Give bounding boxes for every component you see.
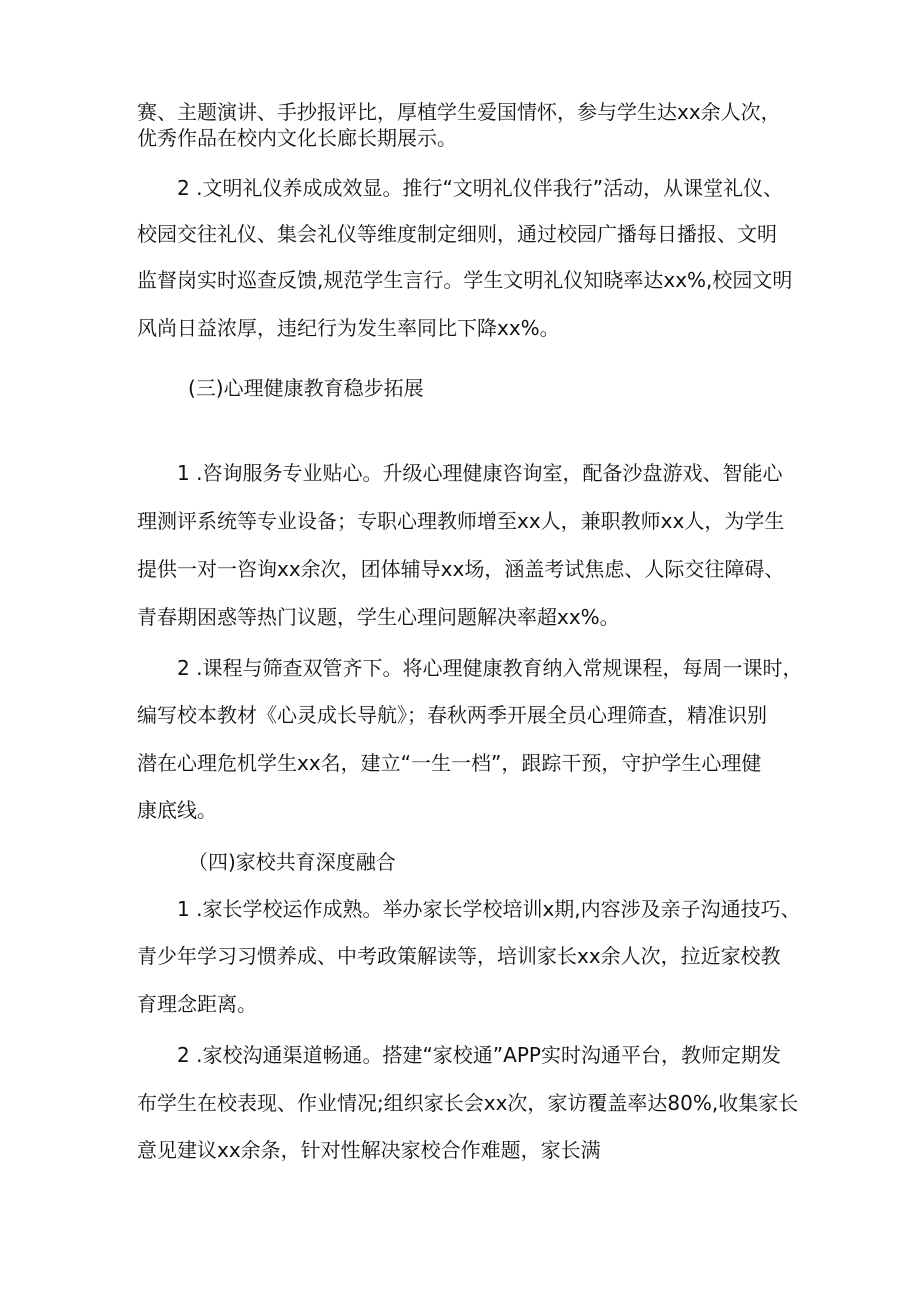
- intro-line-2: 优秀作品在校内文化长廊长期展示。: [137, 126, 457, 150]
- curriculum-paragraph-line-1: 2 .课程与筛查双管齐下。将心理健康教育纳入常规课程，每周一课时，: [177, 656, 803, 680]
- etiquette-paragraph-line-3: 监督岗实时巡查反馈,规范学生言行。学生文明礼仪知晓率达xx%,校园文明: [137, 268, 793, 292]
- curriculum-paragraph-line-4: 康底线。: [137, 798, 217, 822]
- communication-paragraph-line-3: 意见建议xx余条，针对性解决家校合作难题，家长满: [137, 1138, 601, 1162]
- communication-paragraph-line-1: 2 .家校沟通渠道畅通。搭建“家校通”APP实时沟通平台，教师定期发: [177, 1043, 781, 1067]
- counseling-paragraph-line-1: 1 .咨询服务专业贴心。升级心理健康咨询室，配备沙盘游戏、智能心: [177, 461, 783, 485]
- counseling-paragraph-line-3: 提供一对一咨询xx余次，团体辅导xx场，涵盖考试焦虑、人际交往障碍、: [137, 557, 785, 581]
- parent-school-paragraph-line-2: 青少年学习习惯养成、中考政策解读等，培训家长xx余人次，拉近家校教: [137, 944, 781, 968]
- counseling-paragraph-line-2: 理测评系统等专业设备；专职心理教师增至xx人，兼职教师xx人，为学生: [137, 509, 785, 533]
- curriculum-paragraph-line-3: 潜在心理危机学生xx名，建立“一生一档”，跟踪干预，守护学生心理健: [137, 751, 762, 775]
- etiquette-paragraph-line-4: 风尚日益浓厚，违纪行为发生率同比下降xx%。: [137, 316, 560, 340]
- section-three-heading: (三)心理健康教育稳步拓展: [188, 376, 424, 400]
- section-four-heading: （四)家校共育深度融合: [188, 850, 396, 874]
- etiquette-paragraph-line-2: 校园交往礼仪、集会礼仪等维度制定细则，通过校园广播每日播报、文明: [137, 222, 777, 246]
- parent-school-paragraph-line-1: 1 .家长学校运作成熟。举办家长学校培训x期,内容涉及亲子沟通技巧、: [177, 897, 801, 921]
- parent-school-paragraph-line-3: 育理念距离。: [137, 992, 257, 1016]
- communication-paragraph-line-2: 布学生在校表现、作业情况;组织家长会xx次，家访覆盖率达80%,收集家长: [137, 1091, 799, 1115]
- curriculum-paragraph-line-2: 编写校本教材《心灵成长导航》；春秋两季开展全员心理筛查，精准识别: [137, 703, 767, 727]
- intro-line-1: 赛、主题演讲、手抄报评比，厚植学生爱国情怀，参与学生达xx余人次，: [137, 100, 781, 124]
- counseling-paragraph-line-4: 青春期困惑等热门议题，学生心理问题解决率超xx%。: [137, 605, 620, 629]
- etiquette-paragraph-line-1: 2 .文明礼仪养成成效显。推行“文明礼仪伴我行”活动，从课堂礼仪、: [177, 176, 784, 200]
